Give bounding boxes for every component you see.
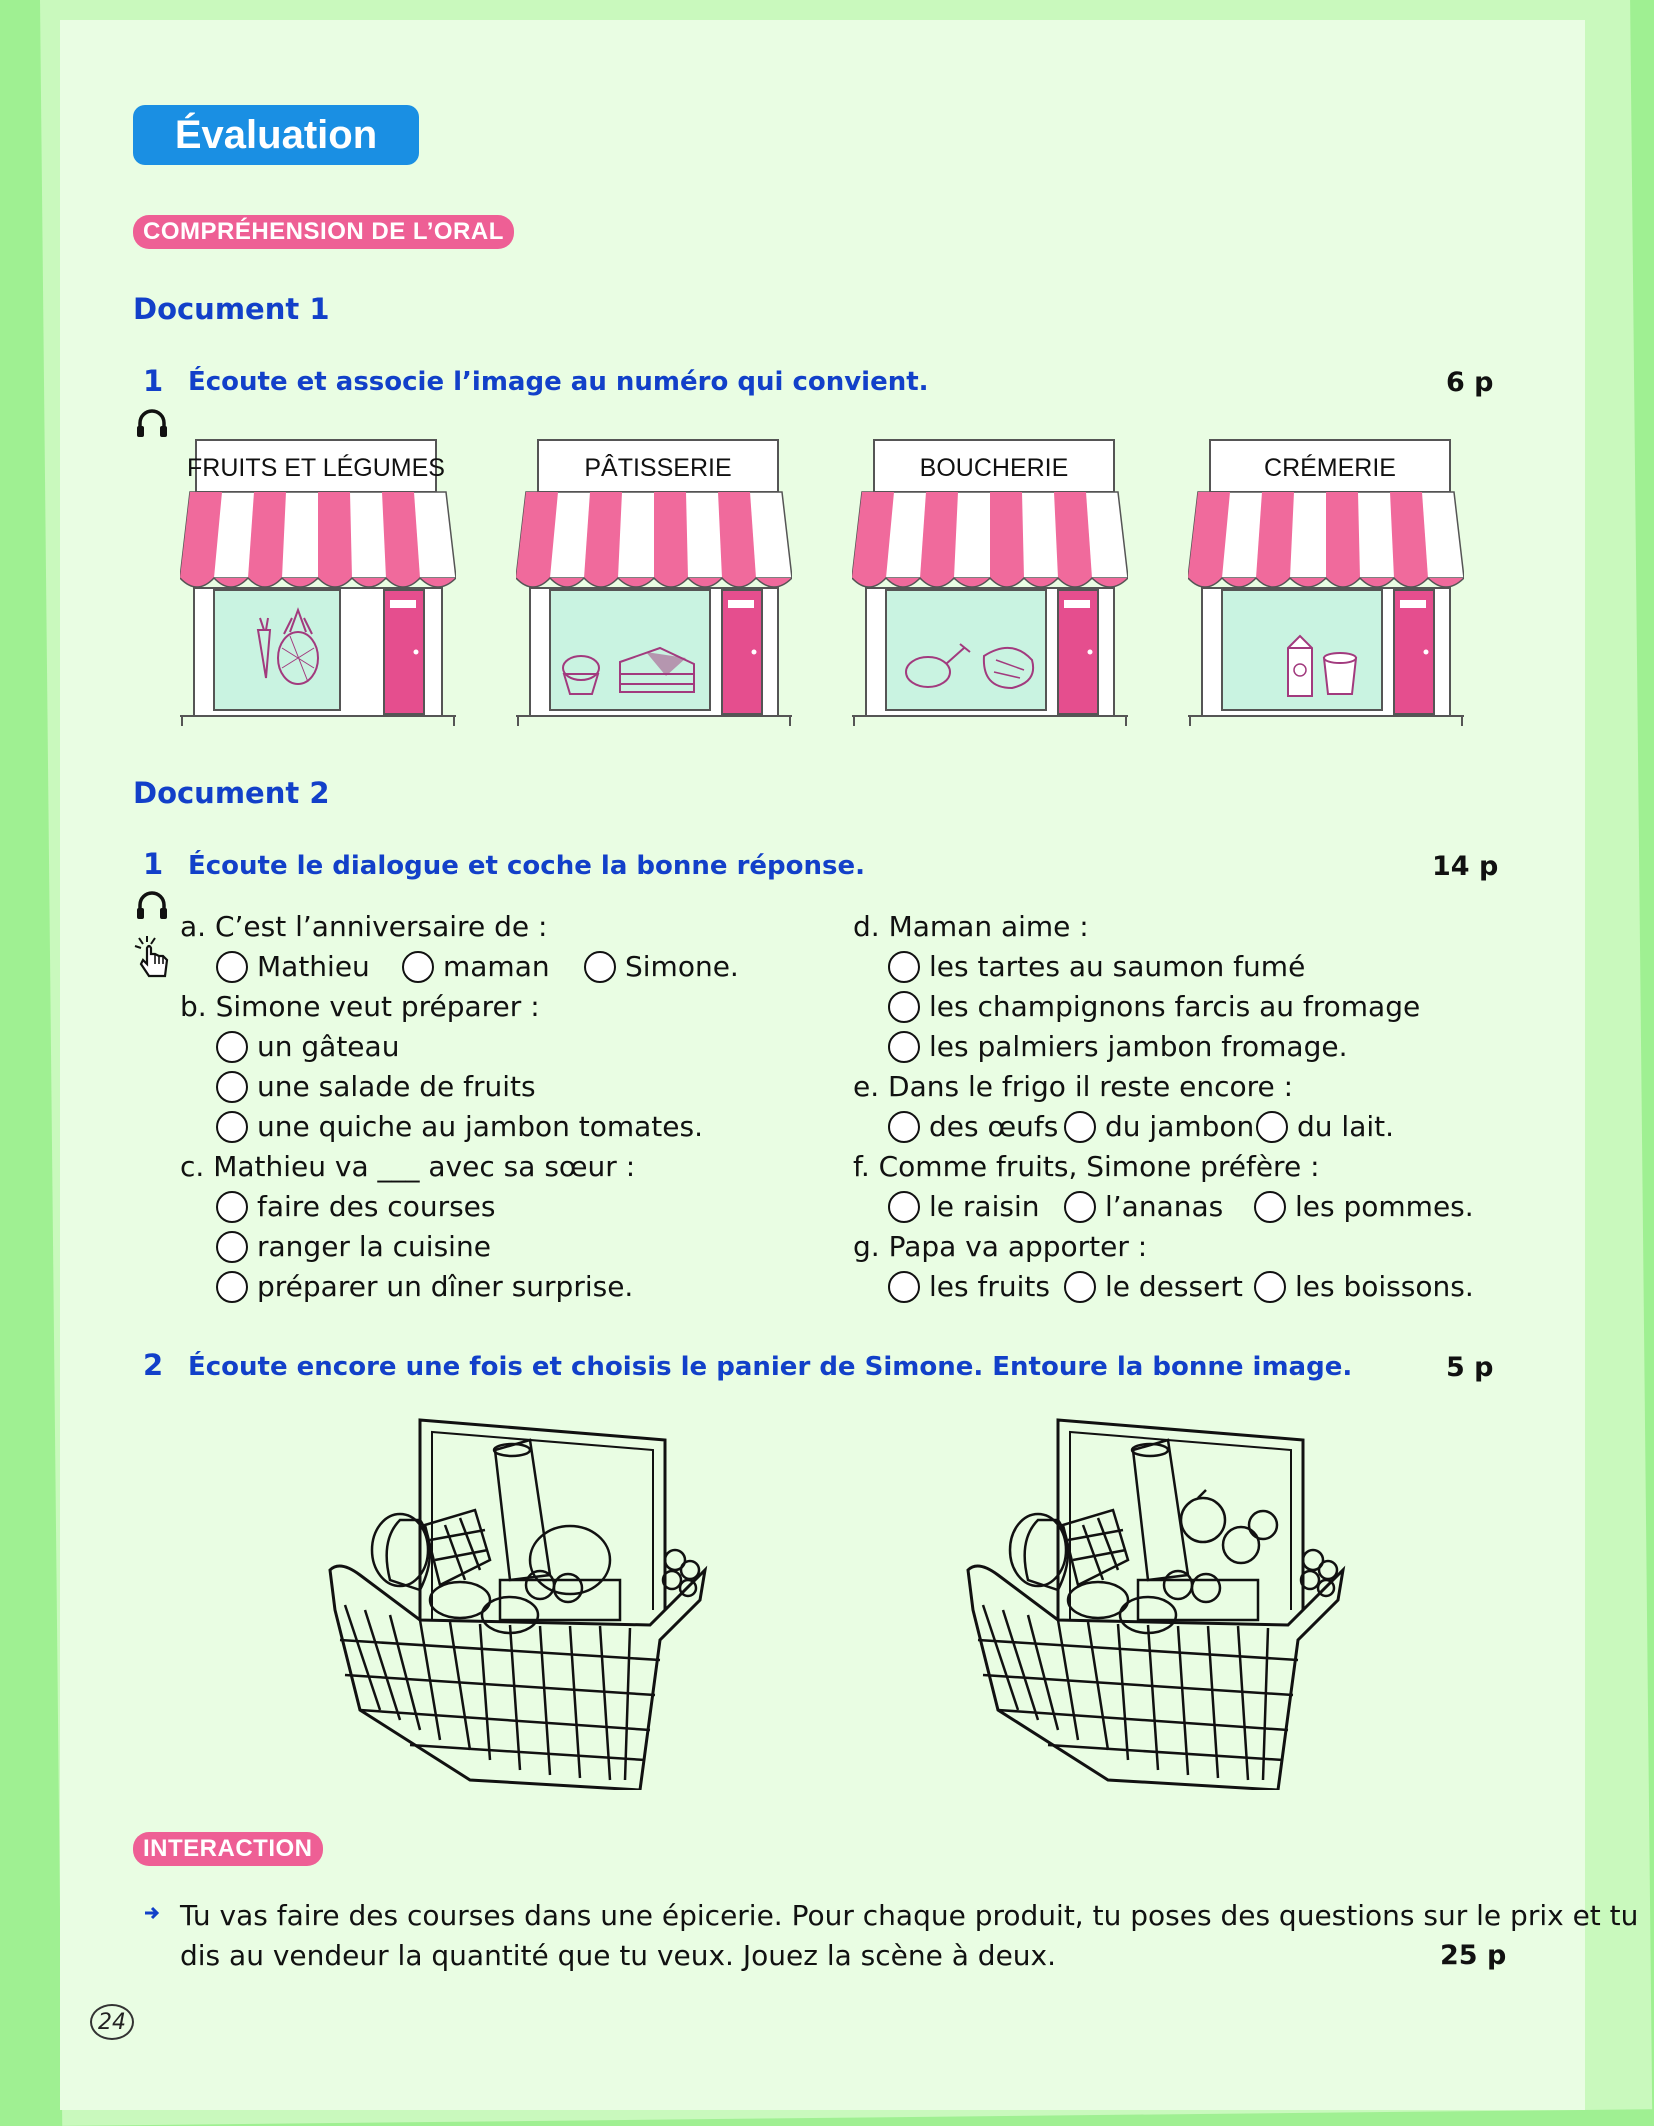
- arrow-right-icon: [143, 1905, 161, 1921]
- option-text: Mathieu: [257, 950, 370, 983]
- radio-circle[interactable]: [1064, 1191, 1096, 1223]
- basket-image-1[interactable]: [320, 1410, 720, 1794]
- radio-circle[interactable]: [216, 1271, 248, 1303]
- option-c-3[interactable]: [216, 1270, 633, 1303]
- shop-sign-label: CRÉMERIE: [1264, 454, 1396, 482]
- option-g-2[interactable]: [1064, 1270, 1243, 1303]
- shop-sign-label: FRUITS ET LÉGUMES: [187, 454, 445, 482]
- headphones-icon: [135, 408, 169, 438]
- radio-circle[interactable]: [216, 951, 248, 983]
- option-g-1[interactable]: [888, 1270, 1050, 1303]
- option-text: préparer un dîner surprise.: [257, 1270, 634, 1303]
- option-d-3[interactable]: [888, 1030, 1347, 1063]
- radio-circle[interactable]: [888, 1271, 920, 1303]
- option-text: du jambon: [1105, 1110, 1255, 1143]
- document1-q1-points: 6 p: [1446, 367, 1494, 398]
- headphones-icon: [135, 890, 169, 920]
- question-f-label: f. Comme fruits, Simone préfère :: [853, 1150, 1320, 1183]
- radio-circle[interactable]: [888, 951, 920, 983]
- interaction-points: 25 p: [1440, 1940, 1507, 1971]
- option-text: les fruits: [929, 1270, 1050, 1303]
- option-f-3[interactable]: [1254, 1190, 1474, 1223]
- pointing-hand-icon: [133, 934, 173, 978]
- option-d-2[interactable]: [888, 990, 1420, 1023]
- option-e-1[interactable]: [888, 1110, 1058, 1143]
- shop-sign-label: BOUCHERIE: [919, 454, 1069, 482]
- radio-circle[interactable]: [1256, 1111, 1288, 1143]
- option-e-3[interactable]: [1256, 1110, 1394, 1143]
- radio-circle[interactable]: [584, 951, 616, 983]
- option-text: le raisin: [929, 1190, 1040, 1223]
- interaction-text-line1: Tu vas faire des courses dans une épicerie. Pour chaque produit, tu poses des questions sur le prix et tu: [180, 1899, 1639, 1932]
- radio-circle[interactable]: [1064, 1271, 1096, 1303]
- radio-circle[interactable]: [216, 1031, 248, 1063]
- option-text: le dessert: [1105, 1270, 1243, 1303]
- document2-q1-points: 14 p: [1432, 851, 1499, 882]
- option-text: une salade de fruits: [257, 1070, 536, 1103]
- shop-cremerie: [1188, 438, 1464, 732]
- section-label-oral: COMPRÉHENSION DE L’ORAL: [133, 215, 514, 249]
- option-b-1[interactable]: [216, 1030, 399, 1063]
- radio-circle[interactable]: [888, 1191, 920, 1223]
- radio-circle[interactable]: [402, 951, 434, 983]
- document1-title: Document 1: [133, 292, 330, 326]
- option-c-2[interactable]: [216, 1230, 491, 1263]
- document2-q2-instruction: Écoute encore une fois et choisis le panier de Simone. Entoure la bonne image.: [188, 1352, 1353, 1382]
- section-label-interaction: INTERACTION: [133, 1832, 323, 1866]
- document2-q2-points: 5 p: [1446, 1352, 1494, 1383]
- radio-circle[interactable]: [216, 1231, 248, 1263]
- document2-q1-instruction: Écoute le dialogue et coche la bonne réponse.: [188, 851, 866, 881]
- document1-q1-number: 1: [143, 364, 164, 398]
- document2-title: Document 2: [133, 776, 330, 810]
- option-b-2[interactable]: [216, 1070, 536, 1103]
- option-f-2[interactable]: [1064, 1190, 1223, 1223]
- question-e-label: e. Dans le frigo il reste encore :: [853, 1070, 1294, 1103]
- option-text: les tartes au saumon fumé: [929, 950, 1306, 983]
- page-sheet: [60, 20, 1585, 2110]
- radio-circle[interactable]: [888, 991, 920, 1023]
- option-e-2[interactable]: [1064, 1110, 1254, 1143]
- option-a-3[interactable]: [584, 950, 739, 983]
- document1-q1-instruction: Écoute et associe l’image au numéro qui convient.: [188, 367, 929, 397]
- radio-circle[interactable]: [216, 1071, 248, 1103]
- option-text: ranger la cuisine: [257, 1230, 491, 1263]
- option-d-1[interactable]: [888, 950, 1305, 983]
- shop-patisserie: [516, 438, 792, 732]
- shop-fruits-legumes: [180, 438, 456, 732]
- page-number: 24: [90, 2004, 134, 2040]
- radio-circle[interactable]: [1064, 1111, 1096, 1143]
- radio-circle[interactable]: [1254, 1191, 1286, 1223]
- option-text: faire des courses: [257, 1190, 496, 1223]
- option-text: les boissons.: [1295, 1270, 1474, 1303]
- evaluation-title: Évaluation: [133, 105, 419, 165]
- option-a-2[interactable]: [402, 950, 550, 983]
- radio-circle[interactable]: [216, 1111, 248, 1143]
- option-text: maman: [443, 950, 550, 983]
- option-text: les palmiers jambon fromage.: [929, 1030, 1348, 1063]
- document2-q1-number: 1: [143, 847, 164, 881]
- question-b-label: b. Simone veut préparer :: [180, 990, 540, 1023]
- option-text: du lait.: [1297, 1110, 1395, 1143]
- radio-circle[interactable]: [216, 1191, 248, 1223]
- question-a-label: a. C’est l’anniversaire de :: [180, 910, 548, 943]
- question-g-label: g. Papa va apporter :: [853, 1230, 1148, 1263]
- option-text: l’ananas: [1105, 1190, 1224, 1223]
- option-c-1[interactable]: [216, 1190, 496, 1223]
- document2-q2-number: 2: [143, 1348, 164, 1382]
- radio-circle[interactable]: [888, 1031, 920, 1063]
- option-g-3[interactable]: [1254, 1270, 1474, 1303]
- option-text: une quiche au jambon tomates.: [257, 1110, 703, 1143]
- interaction-text-line2: dis au vendeur la quantité que tu veux. Jouez la scène à deux.: [180, 1939, 1057, 1972]
- radio-circle[interactable]: [888, 1111, 920, 1143]
- shop-sign-label: PÂTISSERIE: [584, 454, 732, 482]
- option-text: un gâteau: [257, 1030, 400, 1063]
- option-b-3[interactable]: [216, 1110, 703, 1143]
- radio-circle[interactable]: [1254, 1271, 1286, 1303]
- option-text: les champignons farcis au fromage: [929, 990, 1421, 1023]
- question-c-label: c. Mathieu va ___ avec sa sœur :: [180, 1150, 636, 1183]
- basket-image-2[interactable]: [958, 1410, 1358, 1794]
- option-text: Simone.: [625, 950, 739, 983]
- shop-boucherie: [852, 438, 1128, 732]
- option-text: des œufs: [929, 1110, 1059, 1143]
- question-d-label: d. Maman aime :: [853, 910, 1089, 943]
- option-text: les pommes.: [1295, 1190, 1474, 1223]
- option-a-1[interactable]: [216, 950, 370, 983]
- option-f-1[interactable]: [888, 1190, 1039, 1223]
